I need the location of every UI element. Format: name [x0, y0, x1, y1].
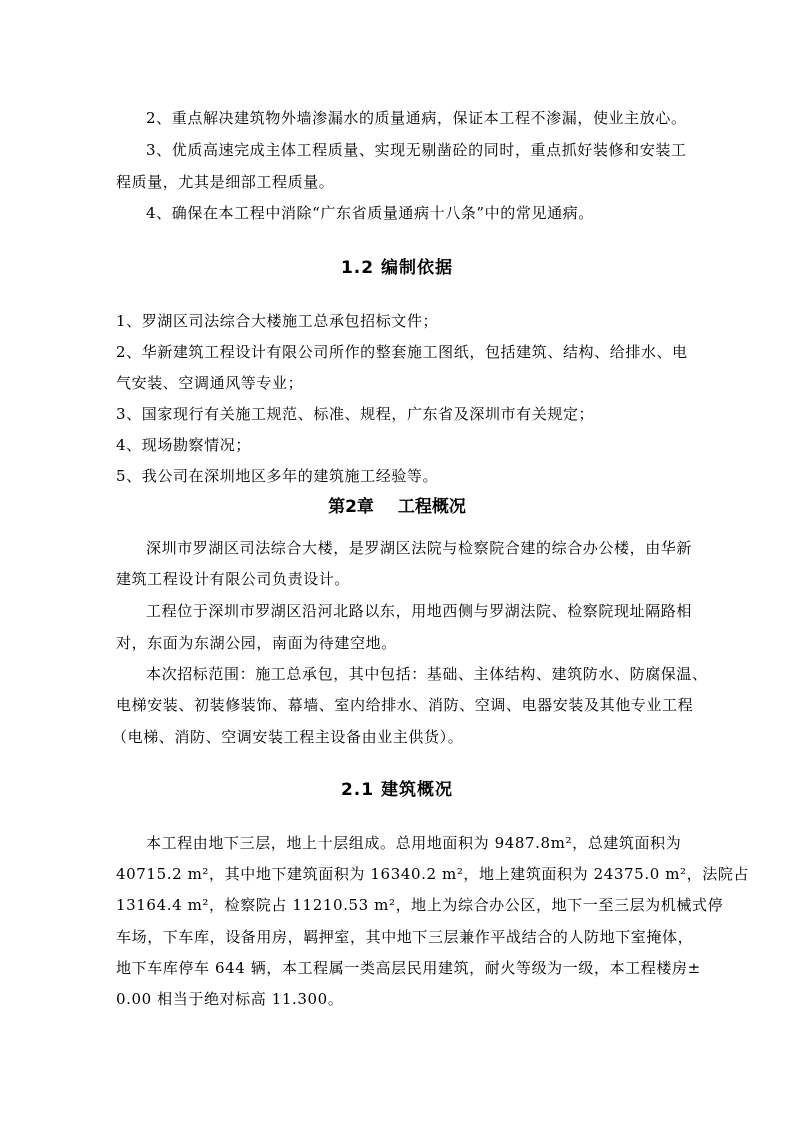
goal-item-2: 2、重点解决建筑物外墙渗漏水的质量通病，保证本工程不渗漏，使业主放心。 — [146, 109, 687, 127]
overview-paragraph-1: 深圳市罗湖区司法综合大楼，是罗湖区法院与检察院合建的综合办公楼，由华新 — [146, 539, 693, 557]
building-paragraph-line-4: 车场，下车库，设备用房，羁押室，其中地下三层兼作平战结合的人防地下室掩体， — [116, 928, 694, 946]
chapter-title: 工程概况 — [397, 497, 466, 517]
building-paragraph-line-6: 0.00 相当于绝对标高 11.300。 — [116, 990, 344, 1008]
section-heading-1-2: 1.2 编制依据 — [340, 258, 454, 278]
goal-item-3-continued: 程质量，尤其是细部工程质量。 — [116, 173, 335, 191]
building-paragraph-line-3: 13164.4 m²，检察院占 11210.53 m²，地上为综合办公区，地下一至三层为机械式停 — [116, 896, 724, 914]
section-heading-2-1: 2.1 建筑概况 — [340, 780, 454, 800]
chapter-number: 第2章 — [328, 497, 374, 517]
overview-paragraph-3-line-2: 电梯安装、初装修装饰、幕墙、室内给排水、消防、空调、电器安装及其他专业工程 — [116, 696, 694, 714]
basis-item-2: 2、华新建筑工程设计有限公司所作的整套施工图纸，包括建筑、结构、给排水、电 — [116, 343, 688, 361]
basis-item-1: 1、罗湖区司法综合大楼施工总承包招标文件； — [116, 312, 439, 330]
overview-paragraph-1-continued: 建筑工程设计有限公司负责设计。 — [116, 570, 351, 588]
overview-paragraph-2: 工程位于深圳市罗湖区沿河北路以东，用地西侧与罗湖法院、检察院现址隔路相 — [146, 602, 693, 620]
building-paragraph-line-2: 40715.2 m²，其中地下建筑面积为 16340.2 m²，地上建筑面积为 24375.0 m²，法院占 — [116, 865, 750, 883]
basis-item-4: 4、现场勘察情况； — [116, 436, 251, 454]
basis-item-3: 3、国家现行有关施工规范、标准、规程，广东省及深圳市有关规定； — [116, 405, 595, 423]
goal-item-4: 4、确保在本工程中消除“广东省质量通病十八条”中的常见通病。 — [146, 204, 594, 222]
building-paragraph-line-1: 本工程由地下三层，地上十层组成。总用地面积为 9487.8m²，总建筑面积为 — [146, 834, 682, 852]
building-paragraph-line-5: 地下车库停车 644 辆，本工程属一类高层民用建筑，耐火等级为一级，本工程楼房± — [116, 959, 701, 977]
chapter-heading-2 — [0, 495, 794, 519]
overview-paragraph-2-continued: 对，东面为东湖公园，南面为待建空地。 — [116, 634, 397, 652]
basis-item-2-continued: 气安装、空调通风等专业； — [116, 374, 304, 392]
overview-paragraph-3-line-3: （电梯、消防、空调安装工程主设备由业主供货）。 — [112, 728, 464, 746]
goal-item-3: 3、优质高速完成主体工程质量、实现无剔凿砼的同时，重点抓好装修和安装工 — [146, 141, 687, 159]
overview-paragraph-3: 本次招标范围：施工总承包，其中包括：基础、主体结构、建筑防水、防腐保温、 — [146, 665, 708, 683]
basis-item-5: 5、我公司在深圳地区多年的建筑施工经验等。 — [116, 467, 439, 485]
